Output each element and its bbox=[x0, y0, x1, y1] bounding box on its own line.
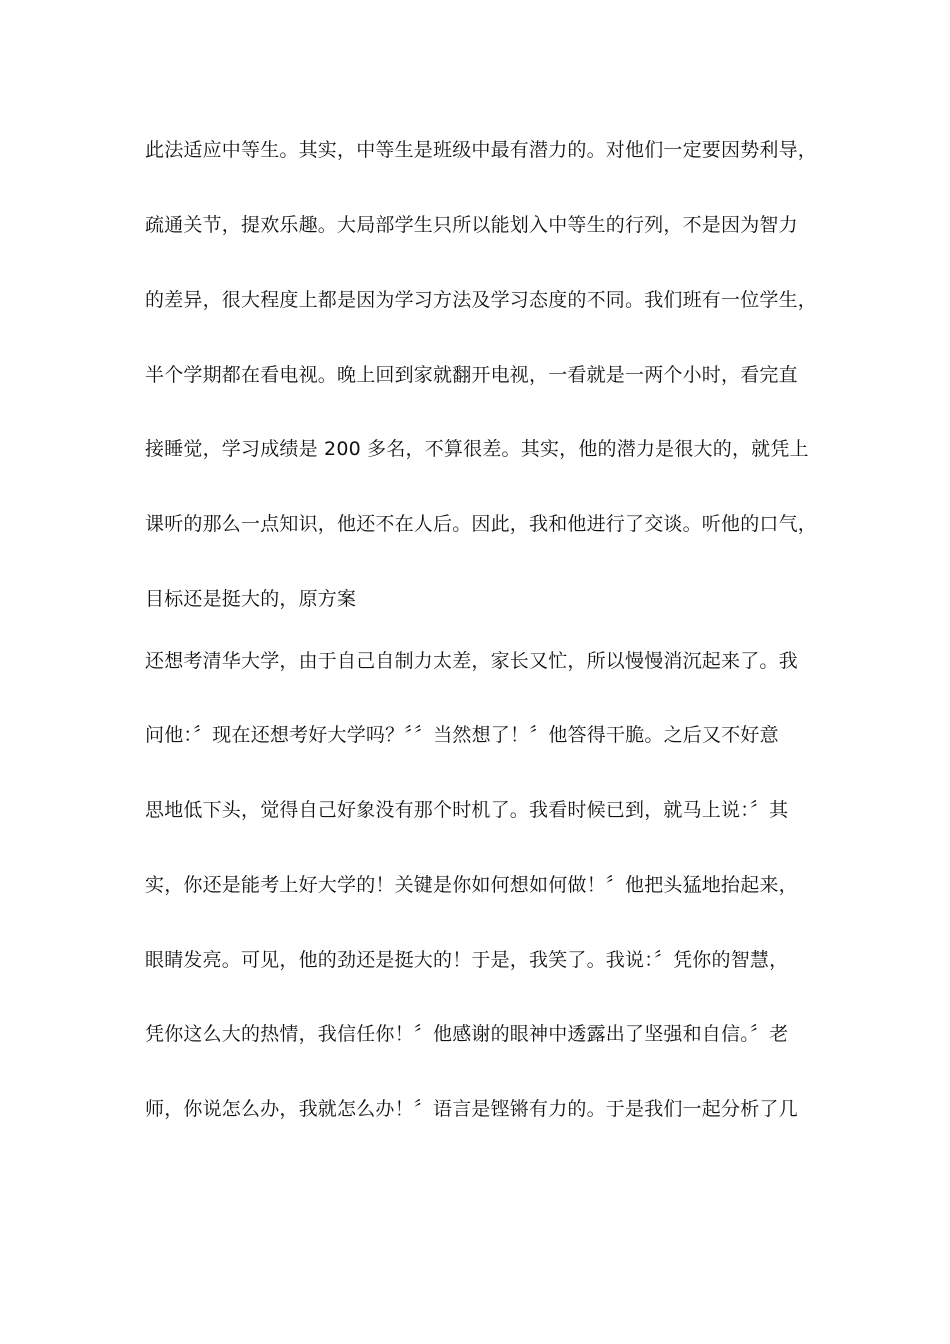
text-line-14: 师，你说怎么办，我就怎么办！〞语言是铿锵有力的。于是我们一起分析了几 bbox=[145, 1098, 798, 1120]
text-line-5: 接睡觉，学习成绩是 200 多名，不算很差。其实，他的潜力是很大的，就凭上 bbox=[145, 438, 809, 460]
text-line-6: 课听的那么一点知识，他还不在人后。因此，我和他进行了交谈。听他的口气， bbox=[145, 513, 818, 535]
text-line-1: 此法适应中等生。其实，中等生是班级中最有潜力的。对他们一定要因势利导， bbox=[145, 139, 818, 161]
text-line-8: 还想考清华大学，由于自己自制力太差，家长又忙，所以慢慢消沉起来了。我 bbox=[145, 650, 798, 672]
text-line-2: 疏通关节，提欢乐趣。大局部学生只所以能划入中等生的行列，不是因为智力 bbox=[145, 214, 798, 236]
text-line-13: 凭你这么大的热情，我信任你！〞他感谢的眼神中透露出了坚强和自信。〞老 bbox=[145, 1023, 789, 1045]
text-line-3: 的差异，很大程度上都是因为学习方法及学习态度的不同。我们班有一位学生， bbox=[145, 289, 818, 311]
text-line-11: 实，你还是能考上好大学的！关键是你如何想如何做！〞他把头猛地抬起来， bbox=[145, 874, 798, 896]
text-line-9: 问他：〞现在还想考好大学吗？〞〞当然想了！〞他答得干脆。之后又不好意 bbox=[145, 724, 779, 746]
text-line-10: 思地低下头，觉得自己好象没有那个时机了。我看时候已到，就马上说：〞其 bbox=[145, 799, 789, 821]
text-line-4: 半个学期都在看电视。晚上回到家就翻开电视，一看就是一两个小时，看完直 bbox=[145, 364, 798, 386]
text-line-7: 目标还是挺大的，原方案 bbox=[145, 588, 357, 610]
text-line-12: 眼睛发亮。可见，他的劲还是挺大的！于是，我笑了。我说：〞凭你的智慧， bbox=[145, 949, 789, 971]
